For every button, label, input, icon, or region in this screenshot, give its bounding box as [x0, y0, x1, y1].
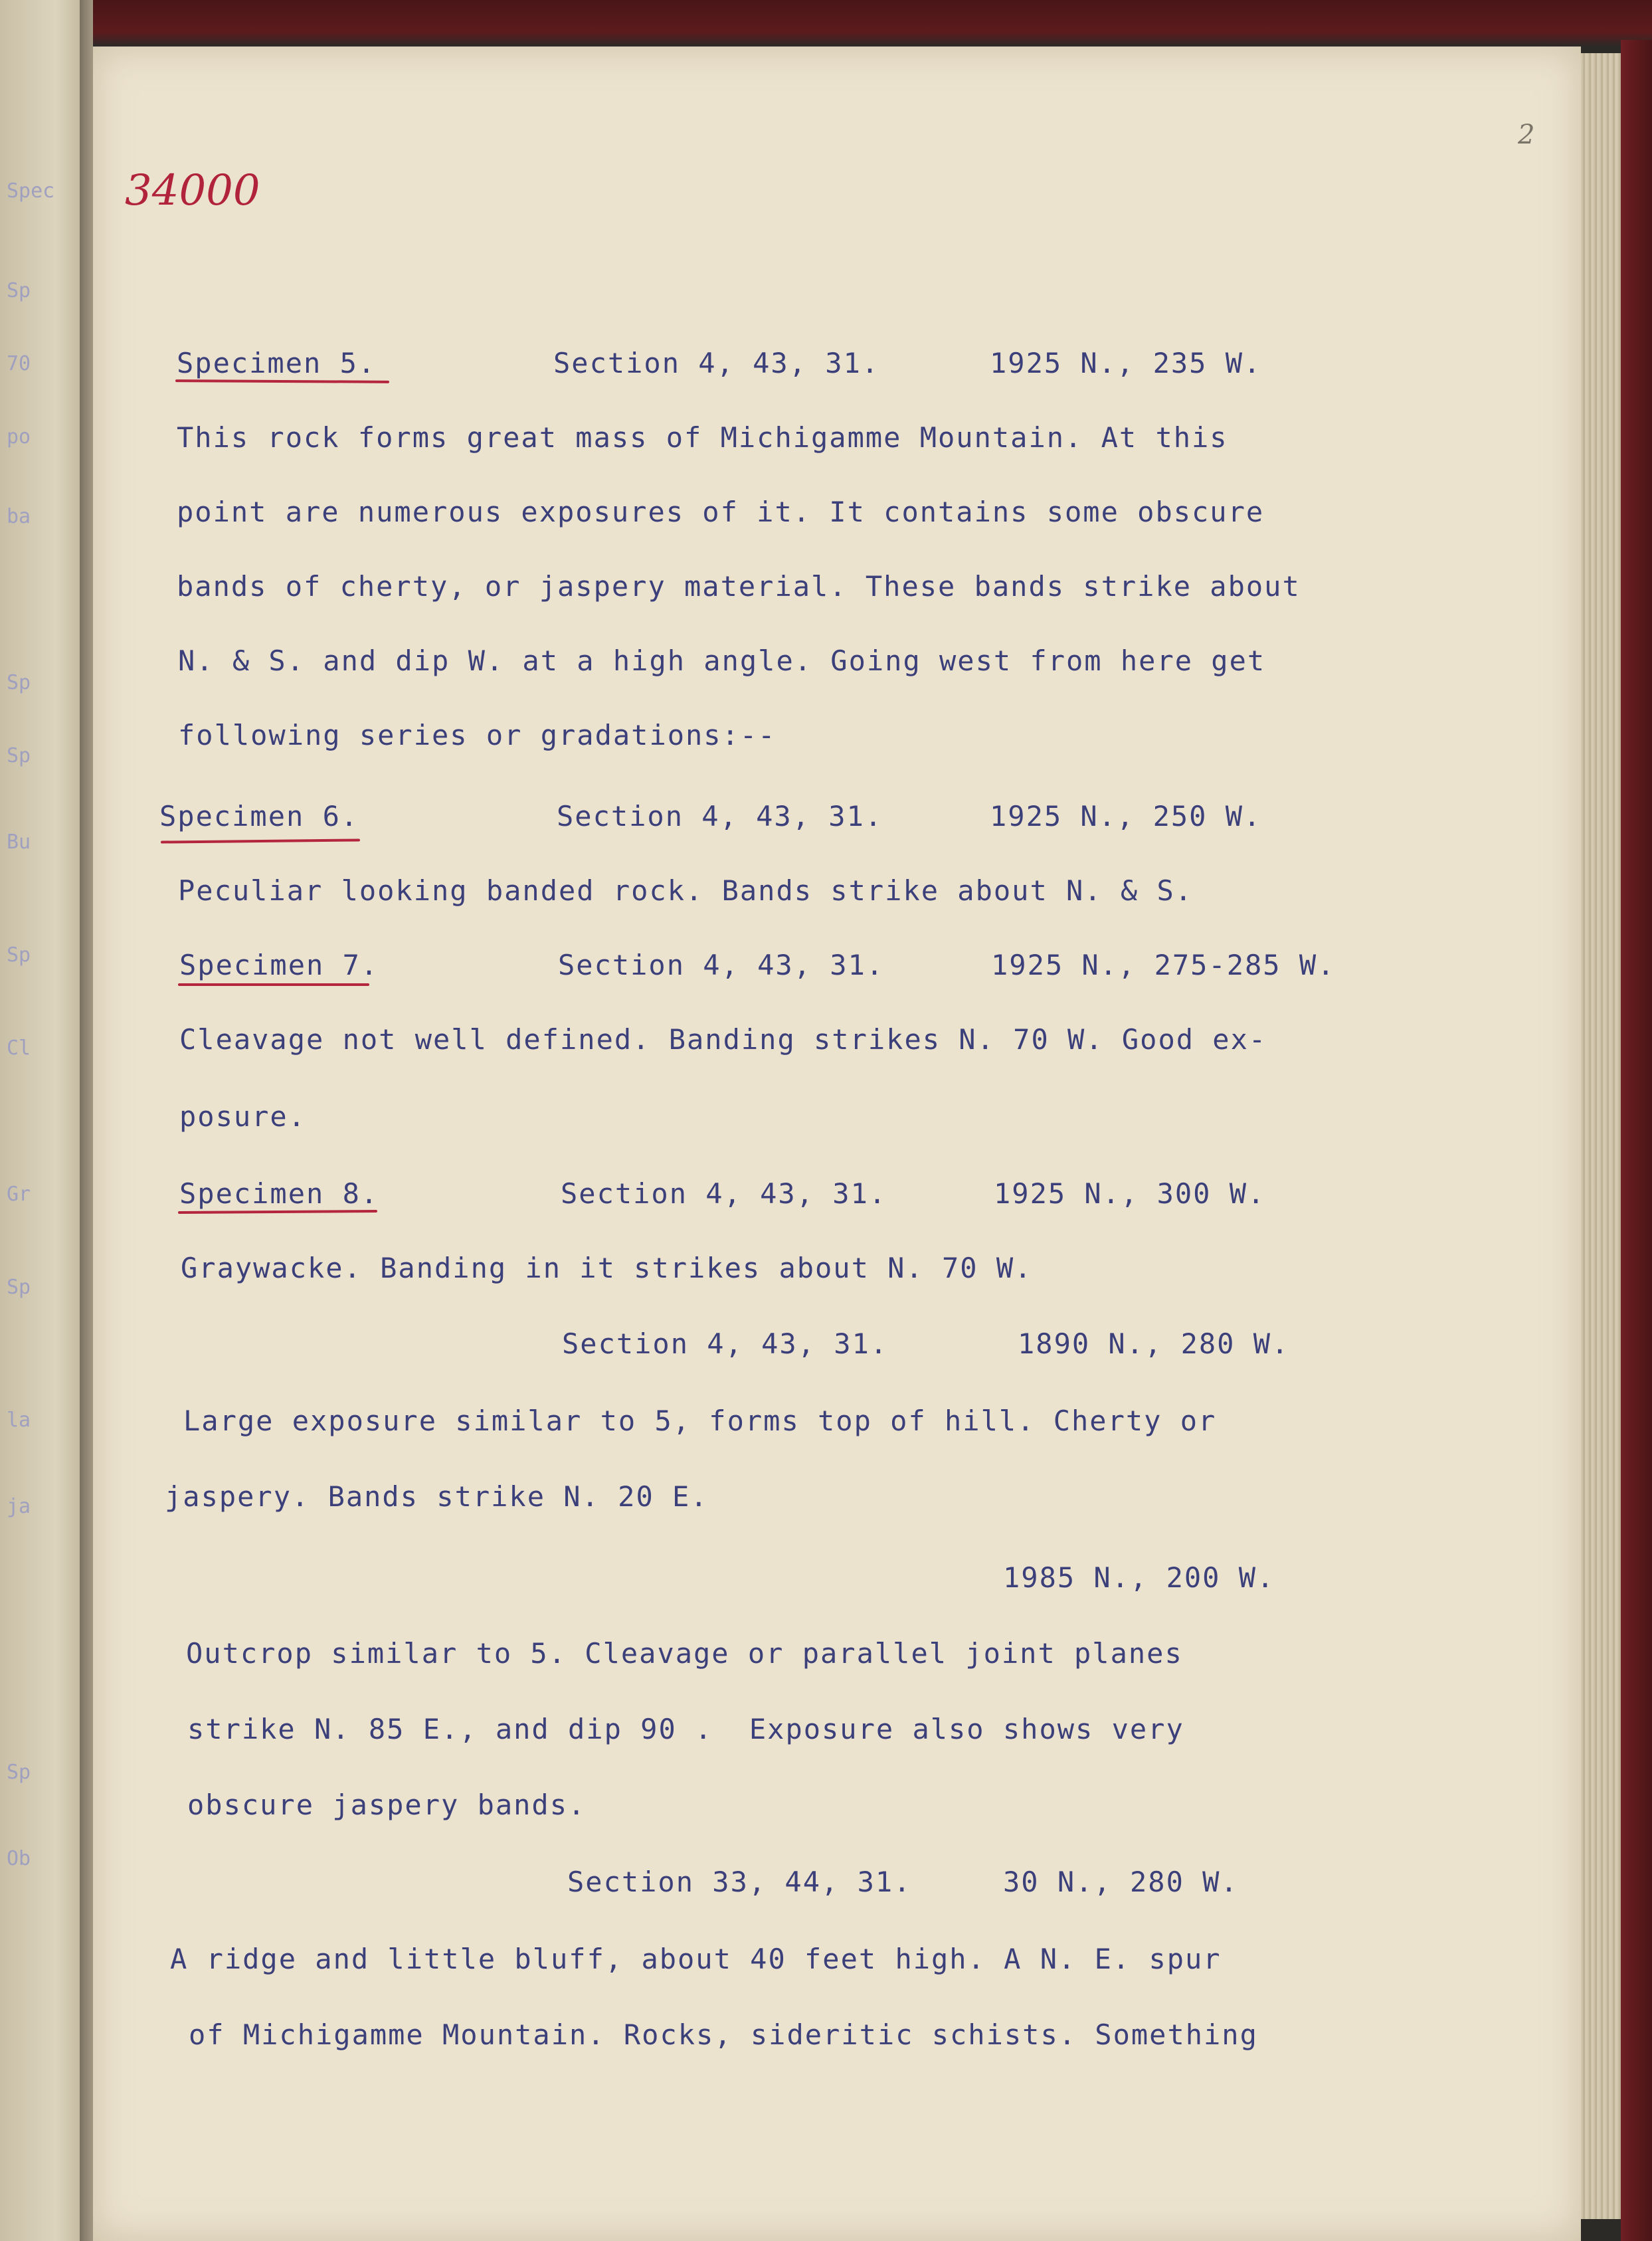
bleed-text: Sp [7, 671, 31, 694]
coordinates: 30 N., 280 W. [1003, 1866, 1239, 1898]
text-line: posure. [179, 1100, 307, 1133]
text-line: point are numerous exposures of it. It contains some obscure [177, 496, 1265, 528]
notebook-page [93, 47, 1581, 2241]
coordinates: 1925 N., 275-285 W. [991, 949, 1336, 981]
handwritten-number: 34000 [125, 166, 260, 215]
bleed-text: Sp [7, 1276, 31, 1299]
specimen-underline [178, 1210, 377, 1214]
text-line: A ridge and little bluff, about 40 feet high. A N. E. spur [170, 1943, 1222, 1975]
specimen-label: Specimen 5. [177, 347, 377, 379]
coordinates: 1890 N., 280 W. [1018, 1327, 1290, 1360]
text-line: of Michigamme Mountain. Rocks, sideritic schists. Something [189, 2018, 1258, 2051]
bleed-text: Gr [7, 1183, 31, 1206]
specimen-underline [175, 379, 389, 383]
text-line: This rock forms great mass of Michigamme Mountain. At this [177, 421, 1228, 454]
specimen-label: Specimen 6. [159, 800, 359, 832]
text-line: Graywacke. Banding in it strikes about N. 70 W. [181, 1252, 1033, 1284]
bleed-text: ja [7, 1495, 31, 1518]
section-ref: Section 4, 43, 31. [561, 1177, 887, 1210]
coordinates: 1925 N., 300 W. [994, 1177, 1266, 1210]
text-line: N. & S. and dip W. at a high angle. Going west from here get [178, 644, 1266, 677]
bleed-text: Cl [7, 1036, 31, 1060]
page-number: 2 [1518, 120, 1535, 150]
specimen-label: Specimen 7. [179, 949, 379, 981]
text-line: strike N. 85 E., and dip 90 . Exposure also shows very [187, 1713, 1184, 1745]
section-ref: Section 4, 43, 31. [557, 800, 883, 832]
bleed-text: Sp [7, 279, 31, 302]
text-line: bands of cherty, or jaspery material. These bands strike about [177, 570, 1301, 603]
coordinates: 1925 N., 235 W. [990, 347, 1262, 379]
specimen-underline [178, 983, 369, 986]
text-line: following series or gradations:-- [178, 719, 777, 751]
section-ref: Section 33, 44, 31. [567, 1866, 912, 1898]
bleed-text: Sp [7, 744, 31, 767]
specimen-label: Specimen 8. [179, 1177, 379, 1210]
book-cover-edge [1621, 40, 1652, 2241]
coordinates: 1925 N., 250 W. [990, 800, 1262, 832]
bleed-text: 70 [7, 352, 31, 375]
section-ref: Section 4, 43, 31. [553, 347, 880, 379]
bleed-text: Sp [7, 1761, 31, 1784]
bleed-text: Ob [7, 1847, 31, 1870]
section-ref: Section 4, 43, 31. [558, 949, 885, 981]
bleed-text: po [7, 425, 31, 448]
specimen-underline [161, 838, 360, 843]
bleed-text: Spec [7, 179, 55, 203]
bleed-text: Sp [7, 943, 31, 967]
book-cover-top [93, 0, 1652, 47]
text-line: Outcrop similar to 5. Cleavage or parallel joint planes [186, 1637, 1183, 1670]
previous-page-edge [0, 0, 93, 2241]
bleed-text: la [7, 1409, 31, 1432]
text-line: Large exposure similar to 5, forms top of hill. Cherty or [183, 1405, 1217, 1437]
text-line: Cleavage not well defined. Banding strikes N. 70 W. Good ex- [179, 1023, 1267, 1056]
bleed-text: Bu [7, 830, 31, 854]
section-ref: Section 4, 43, 31. [562, 1327, 889, 1360]
text-line: Peculiar looking banded rock. Bands strike about N. & S. [178, 874, 1194, 907]
bleed-text: ba [7, 505, 31, 528]
text-line: obscure jaspery bands. [187, 1789, 587, 1821]
coordinates: 1985 N., 200 W. [1003, 1561, 1275, 1594]
text-line: jaspery. Bands strike N. 20 E. [165, 1480, 709, 1513]
